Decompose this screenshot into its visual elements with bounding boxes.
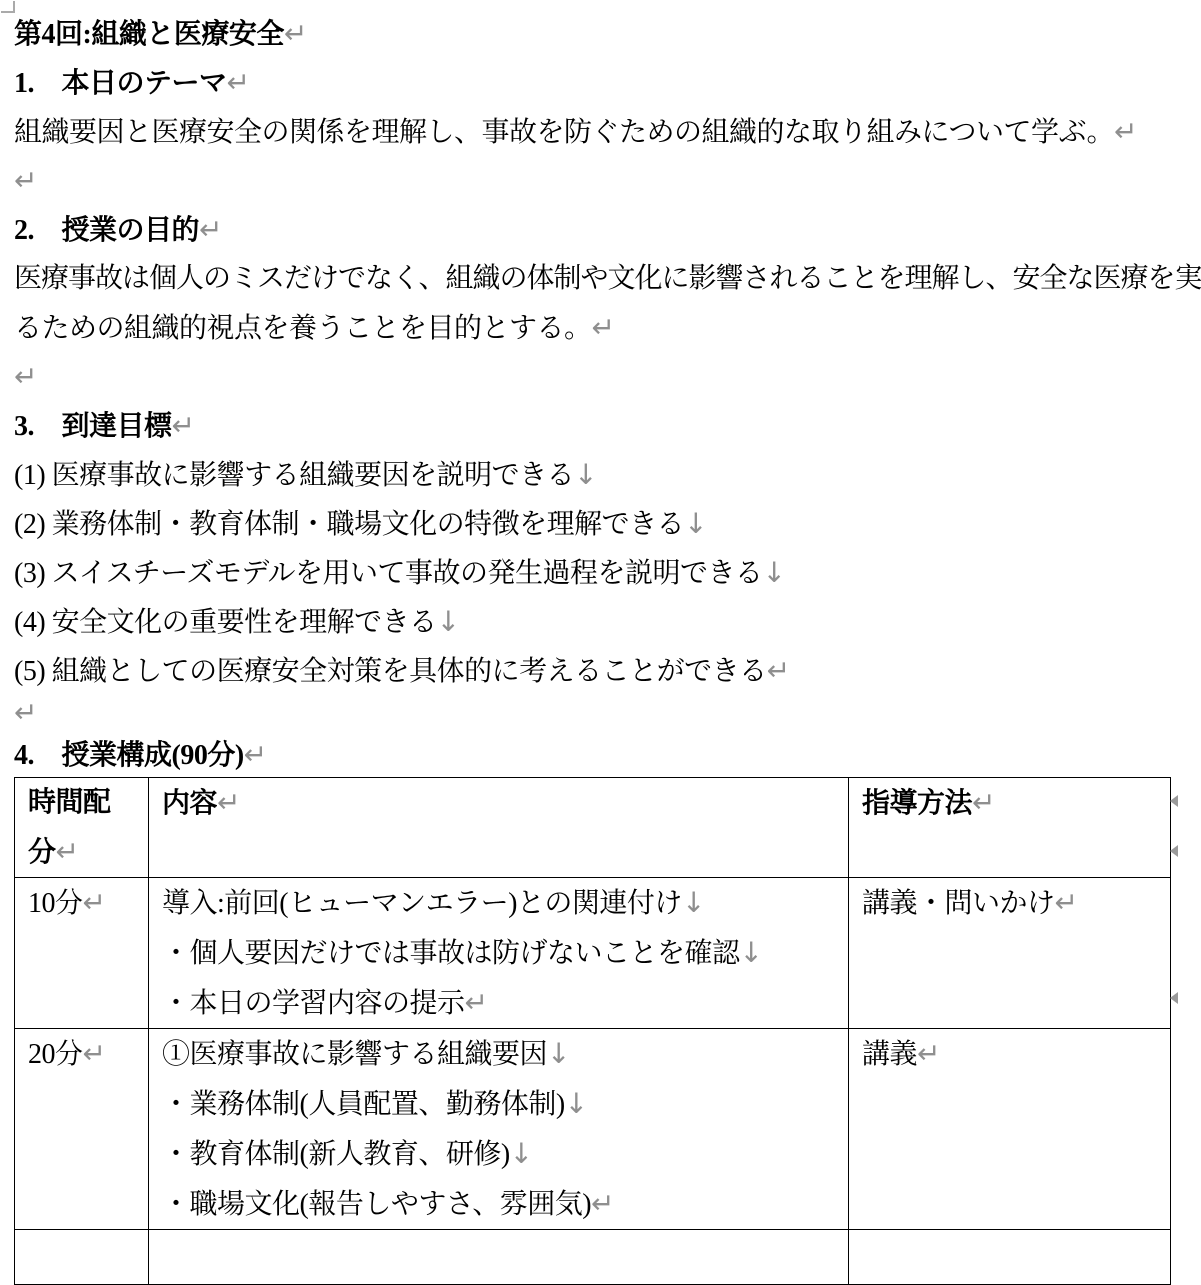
pilcrow-mark: ↵ <box>14 696 38 729</box>
text-run: 第4回:組織と医療安全 <box>14 19 284 50</box>
linebreak-mark: ↓ <box>547 1037 571 1070</box>
table-row <box>15 878 1171 1029</box>
pilcrow-mark: ↵ <box>766 654 791 687</box>
paragraph[interactable] <box>14 107 1176 156</box>
linebreak-mark: ↓ <box>436 605 461 638</box>
pilcrow-mark: ↵ <box>171 409 195 442</box>
text-run: 講義 <box>862 1039 918 1070</box>
paragraph[interactable] <box>14 58 1176 107</box>
content-line <box>162 1079 835 1129</box>
content-cell[interactable] <box>149 878 849 1029</box>
header-cell-0[interactable] <box>15 778 149 878</box>
text-run: ・業務体制(人員配置、勤務体制) <box>162 1089 565 1120</box>
method-cell[interactable] <box>849 878 1171 1029</box>
text-run: 2. 授業の目的 <box>14 215 200 246</box>
end-of-row-marker <box>1170 992 1178 1004</box>
text-run: ・教育体制(新人教育、研修) <box>162 1139 510 1170</box>
pilcrow-mark: ↵ <box>55 835 79 868</box>
paragraph[interactable] <box>14 9 1176 58</box>
table-header-row <box>15 778 1171 878</box>
text-run: ・職場文化(報告しやすさ、雰囲気) <box>162 1189 592 1220</box>
paragraph[interactable] <box>14 730 1176 779</box>
pilcrow-mark: ↵ <box>14 360 38 393</box>
text-run: 10分 <box>28 888 83 919</box>
pilcrow-mark: ↵ <box>82 1037 106 1070</box>
text-run: ・個人要因だけでは事故は防げないことを確認 <box>162 938 740 969</box>
text-run: 組織要因と医療安全の関係を理解し、事故を防ぐための組織的な取り組みについて学ぶ。 <box>14 117 1115 148</box>
text-run: ・本日の学習内容の提示 <box>162 988 465 1019</box>
end-of-row-marker <box>1170 795 1178 807</box>
pilcrow-mark: ↵ <box>464 986 488 1019</box>
pilcrow-mark: ↵ <box>591 311 615 344</box>
pilcrow-mark: ↵ <box>217 786 241 819</box>
time-cell[interactable] <box>15 1029 149 1230</box>
header-cell-2[interactable] <box>849 778 1171 878</box>
paragraph[interactable] <box>14 597 1176 646</box>
paragraph[interactable] <box>14 450 1176 499</box>
pilcrow-mark: ↵ <box>283 17 308 50</box>
text-run: 時間配分 <box>28 787 111 868</box>
document-body <box>14 9 1201 779</box>
text-run: 内容 <box>162 788 218 819</box>
pilcrow-mark: ↵ <box>243 738 268 771</box>
time-cell[interactable] <box>15 878 149 1029</box>
linebreak-mark: ↓ <box>762 556 786 589</box>
text-run: 3. 到達目標 <box>14 411 172 442</box>
end-of-row-marker <box>1170 845 1178 857</box>
pilcrow-mark: ↵ <box>591 1187 615 1220</box>
content-line <box>162 878 835 928</box>
paragraph[interactable] <box>14 548 1176 597</box>
text-run: 4. 授業構成(90分) <box>14 740 244 771</box>
text-run: 医療事故は個人のミスだけでなく、組織の体制や文化に影響されることを理解し、安全な医療を実 <box>14 263 1201 294</box>
content-line <box>162 978 835 1028</box>
paragraph[interactable] <box>14 254 1201 303</box>
text-run: 20分 <box>28 1039 83 1070</box>
text-run: 1. 本日のテーマ <box>14 68 227 99</box>
text-run: (1) 医療事故に影響する組織要因を説明できる <box>14 460 575 491</box>
paragraph[interactable] <box>14 499 1176 548</box>
content-line <box>162 928 835 978</box>
linebreak-mark: ↓ <box>564 1087 589 1120</box>
paragraph[interactable] <box>14 303 1176 352</box>
content-line <box>162 1029 835 1079</box>
paragraph[interactable] <box>14 401 1176 450</box>
pilcrow-mark: ↵ <box>226 66 250 99</box>
pilcrow-mark: ↵ <box>1114 115 1138 148</box>
pilcrow-mark: ↵ <box>199 213 223 246</box>
page-margin-crop-mark <box>1 1 15 13</box>
pilcrow-mark: ↵ <box>82 886 106 919</box>
text-run: るための組織的視点を養うことを目的とする。 <box>14 313 592 344</box>
table-row <box>15 1029 1171 1230</box>
text-run: (3) スイスチーズモデルを用いて事故の発生過程を説明できる <box>14 558 763 589</box>
pilcrow-mark: ↵ <box>14 164 38 197</box>
linebreak-mark: ↓ <box>574 458 598 491</box>
table-row <box>15 1230 1171 1285</box>
pilcrow-mark: ↵ <box>972 786 996 819</box>
method-cell[interactable] <box>849 1029 1171 1230</box>
linebreak-mark: ↓ <box>739 936 763 969</box>
paragraph[interactable] <box>14 156 1176 205</box>
text-run: (2) 業務体制・教育体制・職場文化の特徴を理解できる <box>14 509 685 540</box>
text-run: 導入:前回(ヒューマンエラー)との関連付け <box>162 888 682 919</box>
pilcrow-mark: ↵ <box>1054 886 1078 919</box>
paragraph[interactable] <box>14 205 1176 254</box>
pilcrow-mark: ↵ <box>917 1037 941 1070</box>
time-cell[interactable] <box>15 1230 149 1285</box>
text-run: (5) 組織としての医療安全対策を具体的に考えることができる <box>14 656 767 687</box>
content-cell[interactable] <box>149 1029 849 1230</box>
content-line <box>162 1179 835 1229</box>
paragraph[interactable] <box>14 695 1176 730</box>
lesson-structure-table <box>14 777 1171 1285</box>
linebreak-mark: ↓ <box>684 507 708 540</box>
linebreak-mark: ↓ <box>681 886 706 919</box>
text-run: 講義・問いかけ <box>862 888 1055 919</box>
text-run: ①医療事故に影響する組織要因 <box>162 1039 548 1070</box>
method-cell[interactable] <box>849 1230 1171 1285</box>
paragraph[interactable] <box>14 352 1176 401</box>
content-line <box>162 1129 835 1179</box>
header-cell-1[interactable] <box>149 778 849 878</box>
text-run: 指導方法 <box>862 788 973 819</box>
linebreak-mark: ↓ <box>509 1137 534 1170</box>
content-cell[interactable] <box>149 1230 849 1285</box>
text-run: (4) 安全文化の重要性を理解できる <box>14 607 437 638</box>
paragraph[interactable] <box>14 646 1176 695</box>
